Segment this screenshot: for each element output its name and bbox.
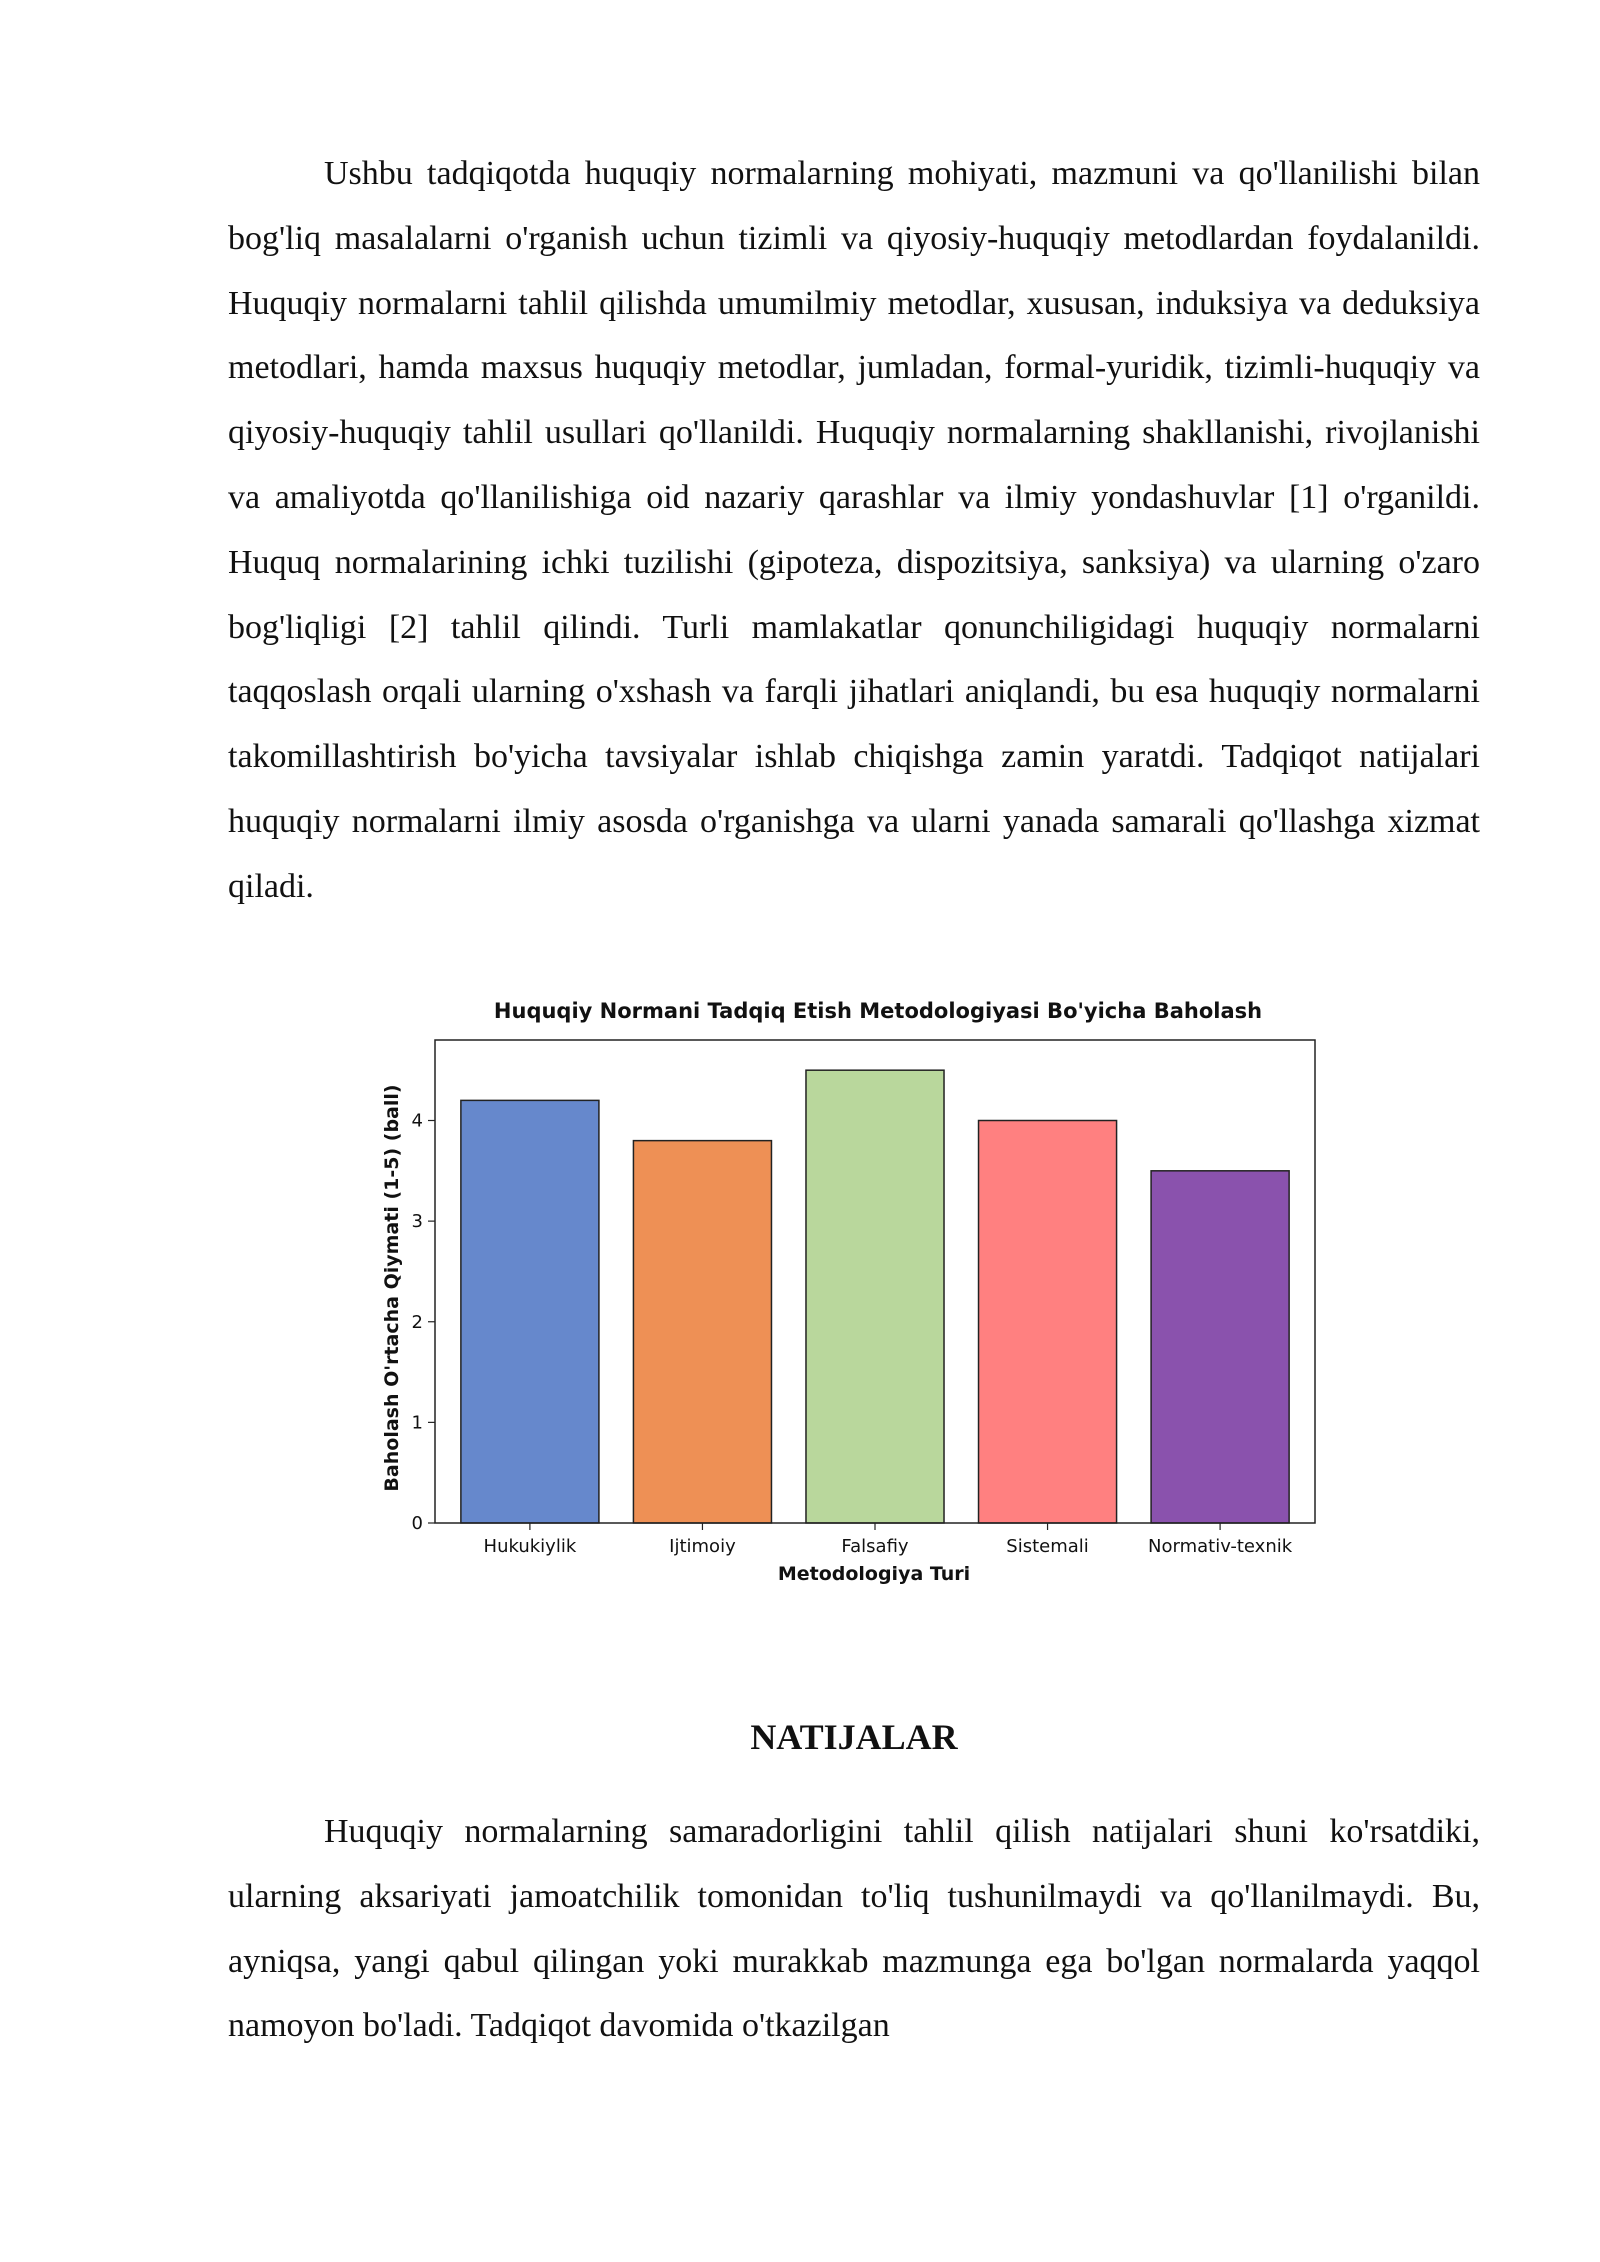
section-heading: NATIJALAR xyxy=(750,1717,958,1757)
bar-falsafiy xyxy=(806,1070,944,1523)
results-paragraph: Huquqiy normalarning samaradorligini tahlil qilish natijalari shuni ko'rsatdiki, ularning aksariyati jamoatchilik tomonidan to'liq tushunilmaydi va qo'llanilmaydi. Bu, ayniqsa, yangi qabul qilingan yoki murakkab mazmunga ega bo'lgan normalarda yaqqol namoyon bo'ladi. Tadqiqot davomida o'tkazilgan xyxy=(228,1813,1480,2045)
bar-normativ-texnik xyxy=(1151,1171,1289,1523)
y-tick-label: 3 xyxy=(411,1211,423,1233)
methods-paragraph: Ushbu tadqiqotda huquqiy normalarning mohiyati, mazmuni va qo'llanilishi bilan bog'liq masalalarni o'rganish uchun tizimli va qiyosiy-huquqiy metodlardan foydalanildi. Huquqiy normalarni tahlil qilishda umumilmiy metodlar, xususan, induksiya va deduksiya metodlari, hamda maxsus huquqiy metodlar, jumladan, formal-yuridik, tizimli-huquqiy va qiyosiy-huquqiy tahlil usullari qo'llanildi. Huquqiy normalarning shakllanishi, rivojlanishi va amaliyotda qo'llanilishiga oid nazariy qarashlar va ilmiy yondashuvlar [1] o'rganildi. Huquq normalarining ichki tuzilishi (gipoteza, dispozitsiya, sanksiya) va ularning o'zaro bog'liqligi [2] tahlil qilindi. Turli mamlakatlar qonunchiligidagi huquqiy normalarni taqqoslash orqali ularning o'xshash va farqli jihatlari aniqlandi, bu esa huquqiy normalarni takomillashtirish bo'yicha tavsiyalar ishlab chiqishga zamin yaratdi. Tadqiqot natijalari huquqiy normalarni ilmiy asosda o'rganishga va ularni yanada samarali qo'llashga xizmat qiladi. xyxy=(228,155,1480,905)
x-tick-label: Falsafiy xyxy=(841,1536,909,1557)
chart-y-axis-label: Baholash O'rtacha Qiymati (1-5) (ball) xyxy=(381,1084,403,1492)
bar-hukukiylik xyxy=(461,1100,599,1523)
methodology-bar-chart xyxy=(360,990,1320,1600)
y-tick-label: 1 xyxy=(411,1412,423,1434)
chart-x-ticks xyxy=(484,1523,1293,1557)
x-tick-label: Sistemali xyxy=(1006,1536,1089,1557)
chart-bars xyxy=(461,1070,1289,1523)
y-tick-label: 0 xyxy=(411,1513,423,1534)
chart-title: Huquqiy Normani Tadqiq Etish Metodologiyasi Bo'yicha Baholash xyxy=(493,999,1263,1023)
x-tick-label: Hukukiylik xyxy=(483,1536,577,1557)
bar-ijtimoiy xyxy=(633,1141,771,1523)
y-tick-label: 4 xyxy=(411,1110,423,1132)
bar-sistemali xyxy=(979,1121,1117,1524)
y-tick-label: 2 xyxy=(411,1311,423,1333)
x-tick-label: Ijtimoiy xyxy=(669,1536,736,1557)
x-tick-label: Normativ-texnik xyxy=(1148,1536,1293,1557)
chart-x-axis-label: Metodologiya Turi xyxy=(777,1563,971,1585)
chart-y-ticks xyxy=(412,1111,435,1535)
